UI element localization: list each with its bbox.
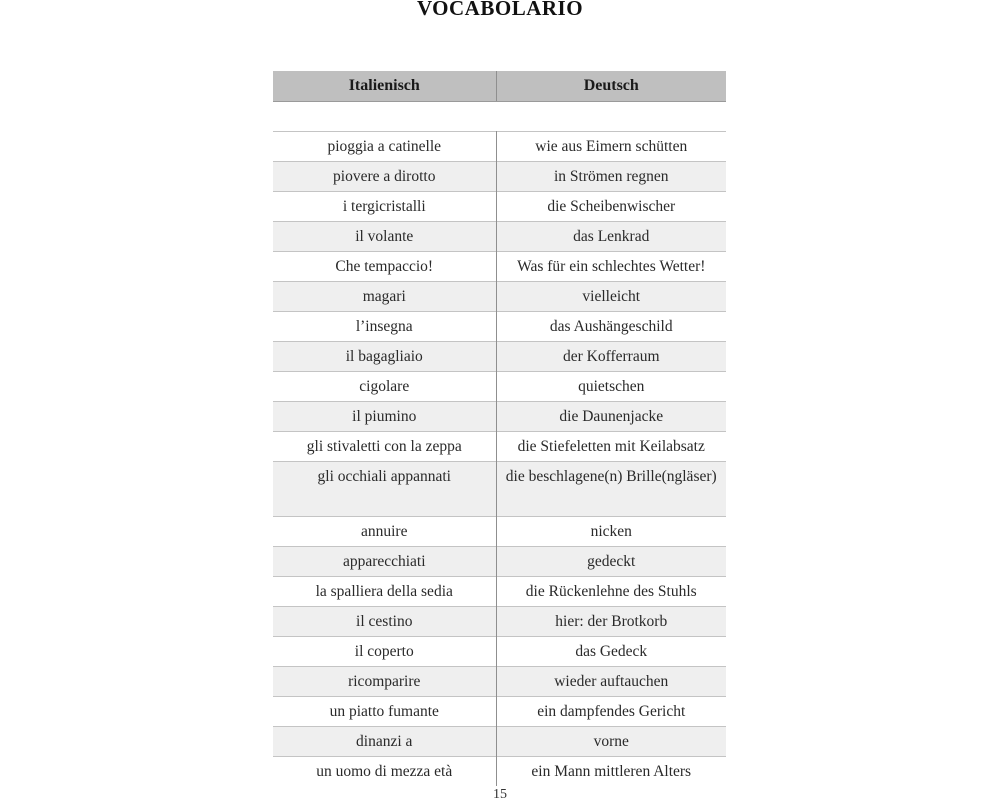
german-term: wieder auftauchen: [496, 667, 726, 697]
italian-term: piovere a dirotto: [273, 162, 496, 192]
german-term: ein Mann mittleren Alters: [496, 757, 726, 787]
german-term: wie aus Eimern schütten: [496, 132, 726, 162]
table-row: [273, 637, 726, 667]
table-row: [273, 727, 726, 757]
header-italian: Italienisch: [273, 71, 496, 102]
italian-term: il bagagliaio: [273, 342, 496, 372]
table-header-row: [273, 71, 726, 102]
table-row: [273, 312, 726, 342]
italian-term: magari: [273, 282, 496, 312]
italian-term: Che tempaccio!: [273, 252, 496, 282]
italian-term: apparecchiati: [273, 547, 496, 577]
header-german: Deutsch: [496, 71, 726, 102]
table-row: [273, 462, 726, 517]
table-row: [273, 757, 726, 787]
table-row: [273, 667, 726, 697]
table-row: [273, 402, 726, 432]
italian-term: il coperto: [273, 637, 496, 667]
italian-term: il volante: [273, 222, 496, 252]
table-row: [273, 162, 726, 192]
italian-term: il cestino: [273, 607, 496, 637]
german-term: die beschlagene(n) Brille(ngläser): [496, 462, 726, 517]
table-spacer-row: [273, 102, 726, 132]
italian-term: gli occhiali appannati: [273, 462, 496, 517]
italian-term: l’insegna: [273, 312, 496, 342]
italian-term: cigolare: [273, 372, 496, 402]
table-row: [273, 547, 726, 577]
german-term: das Lenkrad: [496, 222, 726, 252]
german-term: die Stiefeletten mit Keilabsatz: [496, 432, 726, 462]
german-term: nicken: [496, 517, 726, 547]
italian-term: un uomo di mezza età: [273, 757, 496, 787]
italian-term: annuire: [273, 517, 496, 547]
italian-term: i tergicristalli: [273, 192, 496, 222]
german-term: die Scheibenwischer: [496, 192, 726, 222]
german-term: vorne: [496, 727, 726, 757]
table-row: [273, 372, 726, 402]
table-row: [273, 252, 726, 282]
table-row: [273, 697, 726, 727]
italian-term: ricomparire: [273, 667, 496, 697]
german-term: in Strömen regnen: [496, 162, 726, 192]
italian-term: pioggia a catinelle: [273, 132, 496, 162]
german-term: ein dampfendes Gericht: [496, 697, 726, 727]
table-row: [273, 432, 726, 462]
table-row: [273, 517, 726, 547]
italian-term: dinanzi a: [273, 727, 496, 757]
italian-term: gli stivaletti con la zeppa: [273, 432, 496, 462]
german-term: gedeckt: [496, 547, 726, 577]
italian-term: il piumino: [273, 402, 496, 432]
table-row: [273, 607, 726, 637]
german-term: das Gedeck: [496, 637, 726, 667]
page-number: 15: [493, 787, 507, 802]
table-row: [273, 132, 726, 162]
german-term: die Rückenlehne des Stuhls: [496, 577, 726, 607]
italian-term: la spalliera della sedia: [273, 577, 496, 607]
vocabulary-table: [273, 71, 726, 786]
table-row: [273, 342, 726, 372]
german-term: Was für ein schlechtes Wetter!: [496, 252, 726, 282]
german-term: vielleicht: [496, 282, 726, 312]
page-title: VOCABOLARIO: [416, 0, 584, 20]
german-term: hier: der Brotkorb: [496, 607, 726, 637]
table-row: [273, 222, 726, 252]
italian-term: un piatto fumante: [273, 697, 496, 727]
german-term: das Aushängeschild: [496, 312, 726, 342]
german-term: der Kofferraum: [496, 342, 726, 372]
german-term: die Daunenjacke: [496, 402, 726, 432]
german-term: quietschen: [496, 372, 726, 402]
table-row: [273, 577, 726, 607]
table-row: [273, 282, 726, 312]
table-row: [273, 192, 726, 222]
